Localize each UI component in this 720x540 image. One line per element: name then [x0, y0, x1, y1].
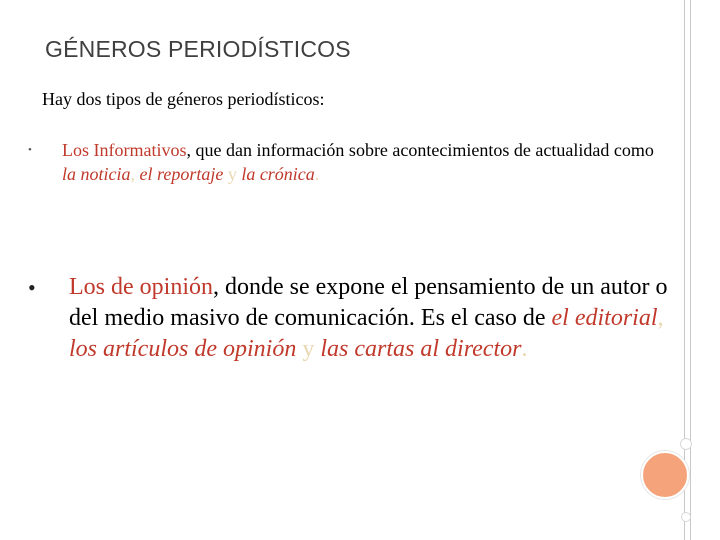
end-punctuation: .: [314, 164, 320, 184]
example-cartas-director: las cartas al director: [320, 336, 522, 362]
bullet-informativos: [28, 138, 668, 186]
conjunction: y: [223, 164, 242, 184]
bullet-text: [62, 138, 668, 186]
term-informativos: Los Informativos: [62, 140, 187, 160]
decorative-circle-tiny: [681, 512, 691, 522]
conjunction: y: [296, 336, 321, 362]
example-cronica: la crónica: [241, 164, 315, 184]
example-articulos-opinion: los artículos de opinión: [69, 336, 297, 362]
bullet-body: , donde se expone el pensamiento de un autor o del medio masivo de comunicación. Es el caso de: [69, 274, 668, 331]
slide-subtitle: Hay dos tipos de géneros periodísticos:: [42, 89, 325, 109]
example-reportaje: el reportaje: [139, 164, 224, 184]
bullet-marker: •: [28, 144, 32, 156]
bullet-text: [69, 272, 668, 365]
decorative-line-left: [684, 0, 685, 540]
bullet-marker: •: [28, 275, 36, 300]
slide-title: GÉNEROS PERIODÍSTICOS: [45, 36, 351, 62]
end-punctuation: .: [521, 336, 528, 362]
decorative-circle-orange: [641, 451, 689, 499]
separator: ,: [657, 305, 664, 331]
separator: ,: [130, 164, 140, 184]
term-opinion: Los de opinión: [69, 274, 213, 300]
decorative-line-right: [690, 0, 691, 540]
example-noticia: la noticia: [62, 164, 131, 184]
decorative-circle-small: [680, 438, 692, 450]
example-editorial: el editorial: [551, 305, 658, 331]
bullet-body: , que dan información sobre acontecimientos de actualidad como: [186, 140, 654, 160]
bullet-opinion: [28, 272, 668, 365]
